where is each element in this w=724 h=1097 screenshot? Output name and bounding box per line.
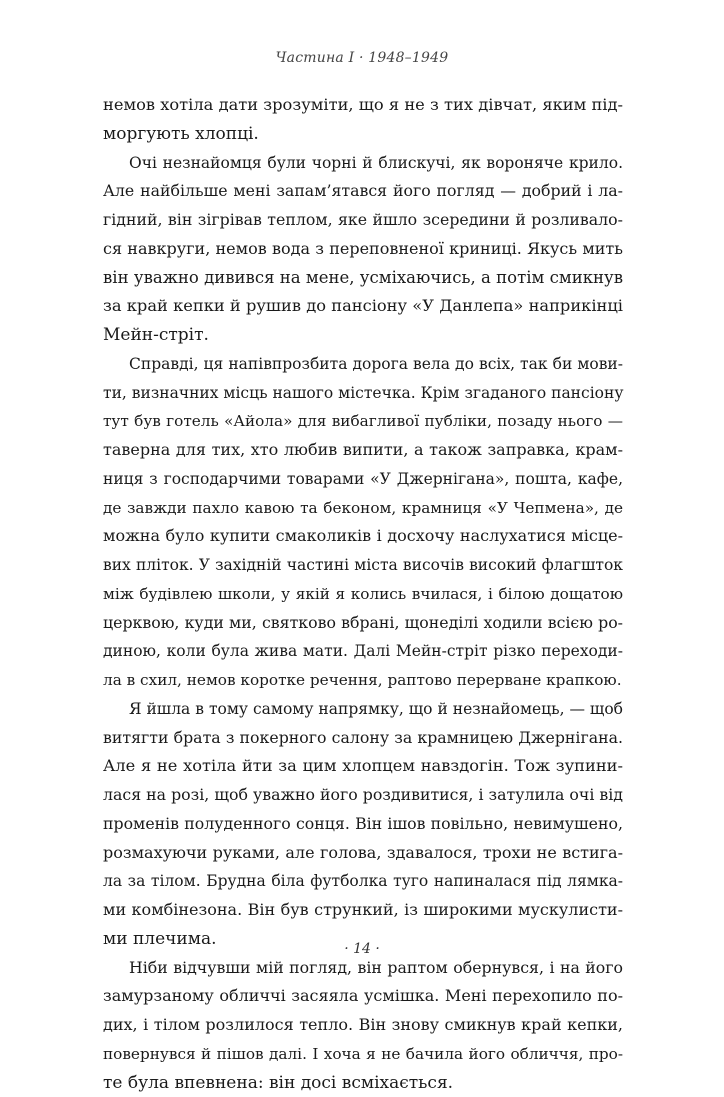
paragraph-first-line: Очі незнайомця були чорні й блискучі, як вороняче крило. bbox=[103, 149, 623, 178]
text-line: за край кепки й рушив до пансіону «У Данлепа» наприкінці bbox=[103, 292, 623, 321]
text-line: лася на розі, щоб уважно його роздивитися, і затулила очі від bbox=[103, 781, 623, 810]
text-line: Але я не хотіла йти за цим хлопцем навздогін. Тож зупини- bbox=[103, 752, 623, 781]
text-line: те була впевнена: він досі всміхається. bbox=[103, 1069, 623, 1097]
text-line: гідний, він зігрівав теплом, яке йшло зсередини й розливало- bbox=[103, 206, 623, 235]
text-line: моргують хлопці. bbox=[103, 120, 623, 149]
text-line: диною, коли була жива мати. Далі Мейн-стріт різко переходи- bbox=[103, 637, 623, 666]
text-line: тут був готель «Айола» для вибагливої публіки, позаду нього — bbox=[103, 407, 623, 436]
text-line: він уважно дивився на мене, усміхаючись, а потім смикнув bbox=[103, 264, 623, 293]
text-line: повернувся й пішов далі. І хоча я не бачила його обличчя, про- bbox=[103, 1040, 623, 1069]
text-line: ла за тілом. Брудна біла футболка туго напиналася під лямка- bbox=[103, 867, 623, 896]
paragraph-first-line: Справді, ця напівпрозбита дорога вела до всіх, так би мови- bbox=[103, 350, 623, 379]
paragraph-first-line: Я йшла в тому самому напрямку, що й незнайомець, — щоб bbox=[103, 695, 623, 724]
text-line: ла в схил, немов коротке речення, раптово перерване крапкою. bbox=[103, 666, 623, 695]
text-line: ми комбінезона. Він був стрункий, із широкими мускулисти- bbox=[103, 896, 623, 925]
text-line: ми плечима. bbox=[103, 925, 623, 954]
text-line: ниця з господарчими товарами «У Джернігана», пошта, кафе, bbox=[103, 465, 623, 494]
text-line: вих пліток. У західній частині міста височів високий флагшток bbox=[103, 551, 623, 580]
text-line: замурзаному обличчі засяяла усмішка. Мені перехопило по- bbox=[103, 982, 623, 1011]
text-line: Але найбільше мені запам’ятався його погляд — добрий і ла- bbox=[103, 177, 623, 206]
text-line: церквою, куди ми, святково вбрані, щонеділі ходили всією ро- bbox=[103, 609, 623, 638]
page-number: · 14 · bbox=[0, 941, 724, 957]
text-line: між будівлею школи, у якій я колись вчилася, і білою дощатою bbox=[103, 580, 623, 609]
text-line: променів полуденного сонця. Він ішов повільно, невимушено, bbox=[103, 810, 623, 839]
text-line: ся навкруги, немов вода з переповненої криниці. Якусь мить bbox=[103, 235, 623, 264]
running-header: Частина І · 1948–1949 bbox=[0, 50, 724, 66]
text-line: немов хотіла дати зрозуміти, що я не з тих дівчат, яким під- bbox=[103, 91, 623, 120]
text-line: дих, і тілом розлилося тепло. Він знову смикнув край кепки, bbox=[103, 1011, 623, 1040]
paragraph-first-line: Ніби відчувши мій погляд, він раптом обернувся, і на його bbox=[103, 954, 623, 983]
text-line: можна було купити смаколиків і досхочу наслухатися місце- bbox=[103, 522, 623, 551]
text-line: де завжди пахло кавою та беконом, крамниця «У Чепмена», де bbox=[103, 494, 623, 523]
text-line: витягти брата з покерного салону за крамницею Джернігана. bbox=[103, 724, 623, 753]
text-line: таверна для тих, хто любив випити, а також заправка, крам- bbox=[103, 436, 623, 465]
text-line: ти, визначних місць нашого містечка. Крім згаданого пансіону bbox=[103, 379, 623, 408]
text-line: Мейн-стріт. bbox=[103, 321, 623, 350]
text-line: розмахуючи руками, але голова, здавалося, трохи не встига- bbox=[103, 839, 623, 868]
